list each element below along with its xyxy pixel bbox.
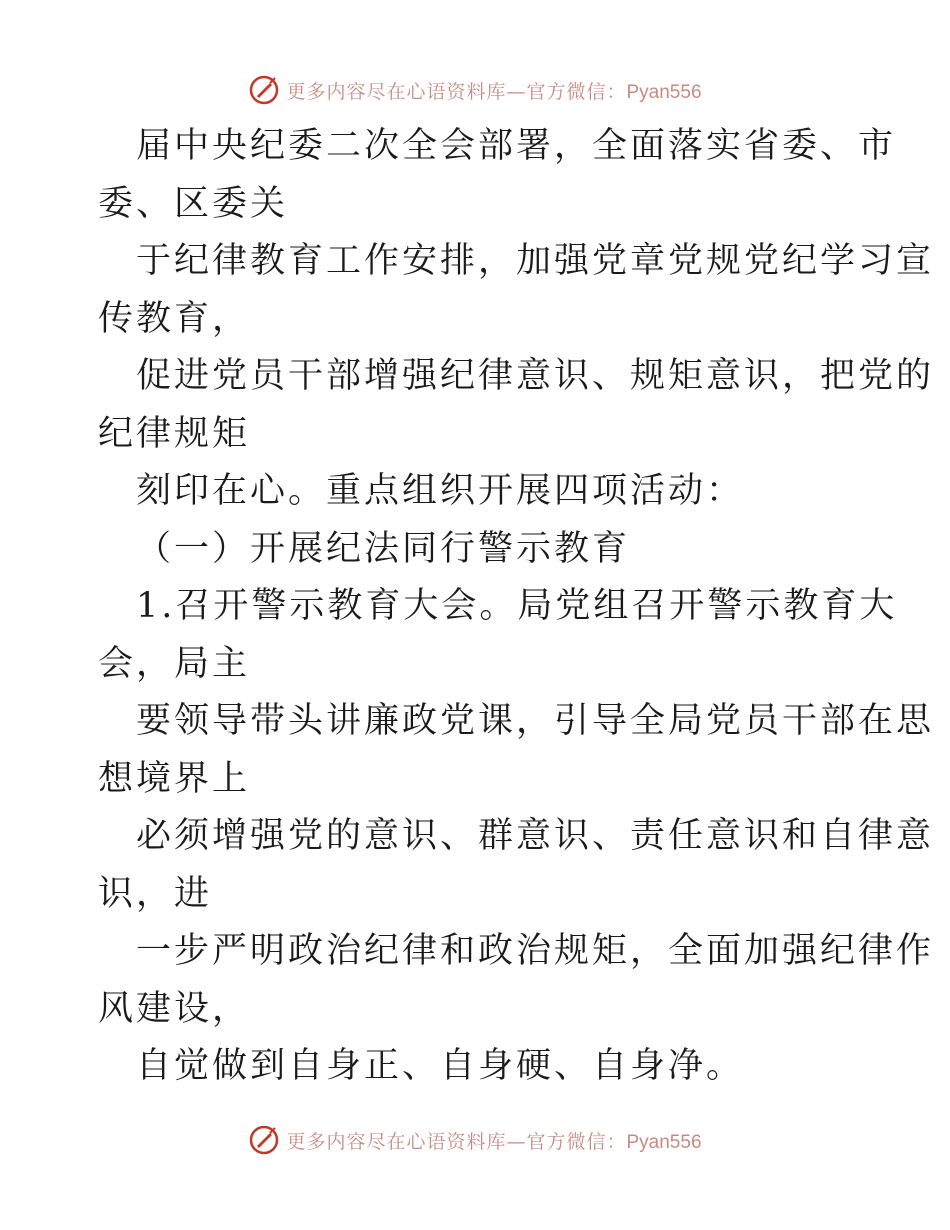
text-line: 委、区委关 xyxy=(98,183,289,224)
text-line: 会，局主 xyxy=(98,643,251,684)
text-line: 风建设， xyxy=(98,988,251,1029)
text-line: 必须增强党的意识、群意识、责任意识和自律意 xyxy=(136,816,935,856)
text-line: 刻印在心。重点组织开展四项活动： xyxy=(136,471,745,511)
header-watermark xyxy=(0,70,950,110)
watermark-text: 更多内容尽在心语资料库—官方微信：Pyan556 xyxy=(286,1130,702,1153)
footer-watermark xyxy=(0,1120,950,1160)
text-line: 一步严明政治纪律和政治规矩，全面加强纪律作 xyxy=(136,931,935,971)
quill-logo-icon xyxy=(248,74,280,106)
text-line: 想境界上 xyxy=(98,758,251,799)
text-line: 于纪律教育工作安排，加强党章党规党纪学习宣 xyxy=(136,241,935,281)
quill-logo-icon xyxy=(248,1124,280,1156)
text-line: 识，进 xyxy=(98,873,213,914)
body-text xyxy=(98,118,935,1096)
watermark-text: 更多内容尽在心语资料库—官方微信：Pyan556 xyxy=(286,80,702,103)
text-line: 促进党员干部增强纪律意识、规矩意识，把党的 xyxy=(136,356,935,396)
text-line: 要领导带头讲廉政党课，引导全局党员干部在思 xyxy=(136,701,935,741)
text-line: 纪律规矩 xyxy=(98,413,251,454)
text-line: 传教育， xyxy=(98,298,251,339)
text-line: 届中央纪委二次全会部署，全面落实省委、市 xyxy=(136,126,897,166)
text-line: 1.召开警示教育大会。局党组召开警示教育大 xyxy=(136,586,898,626)
text-line: 自觉做到自身正、自身硬、自身净。 xyxy=(136,1046,745,1086)
text-line: （一）开展纪法同行警示教育 xyxy=(136,528,631,569)
